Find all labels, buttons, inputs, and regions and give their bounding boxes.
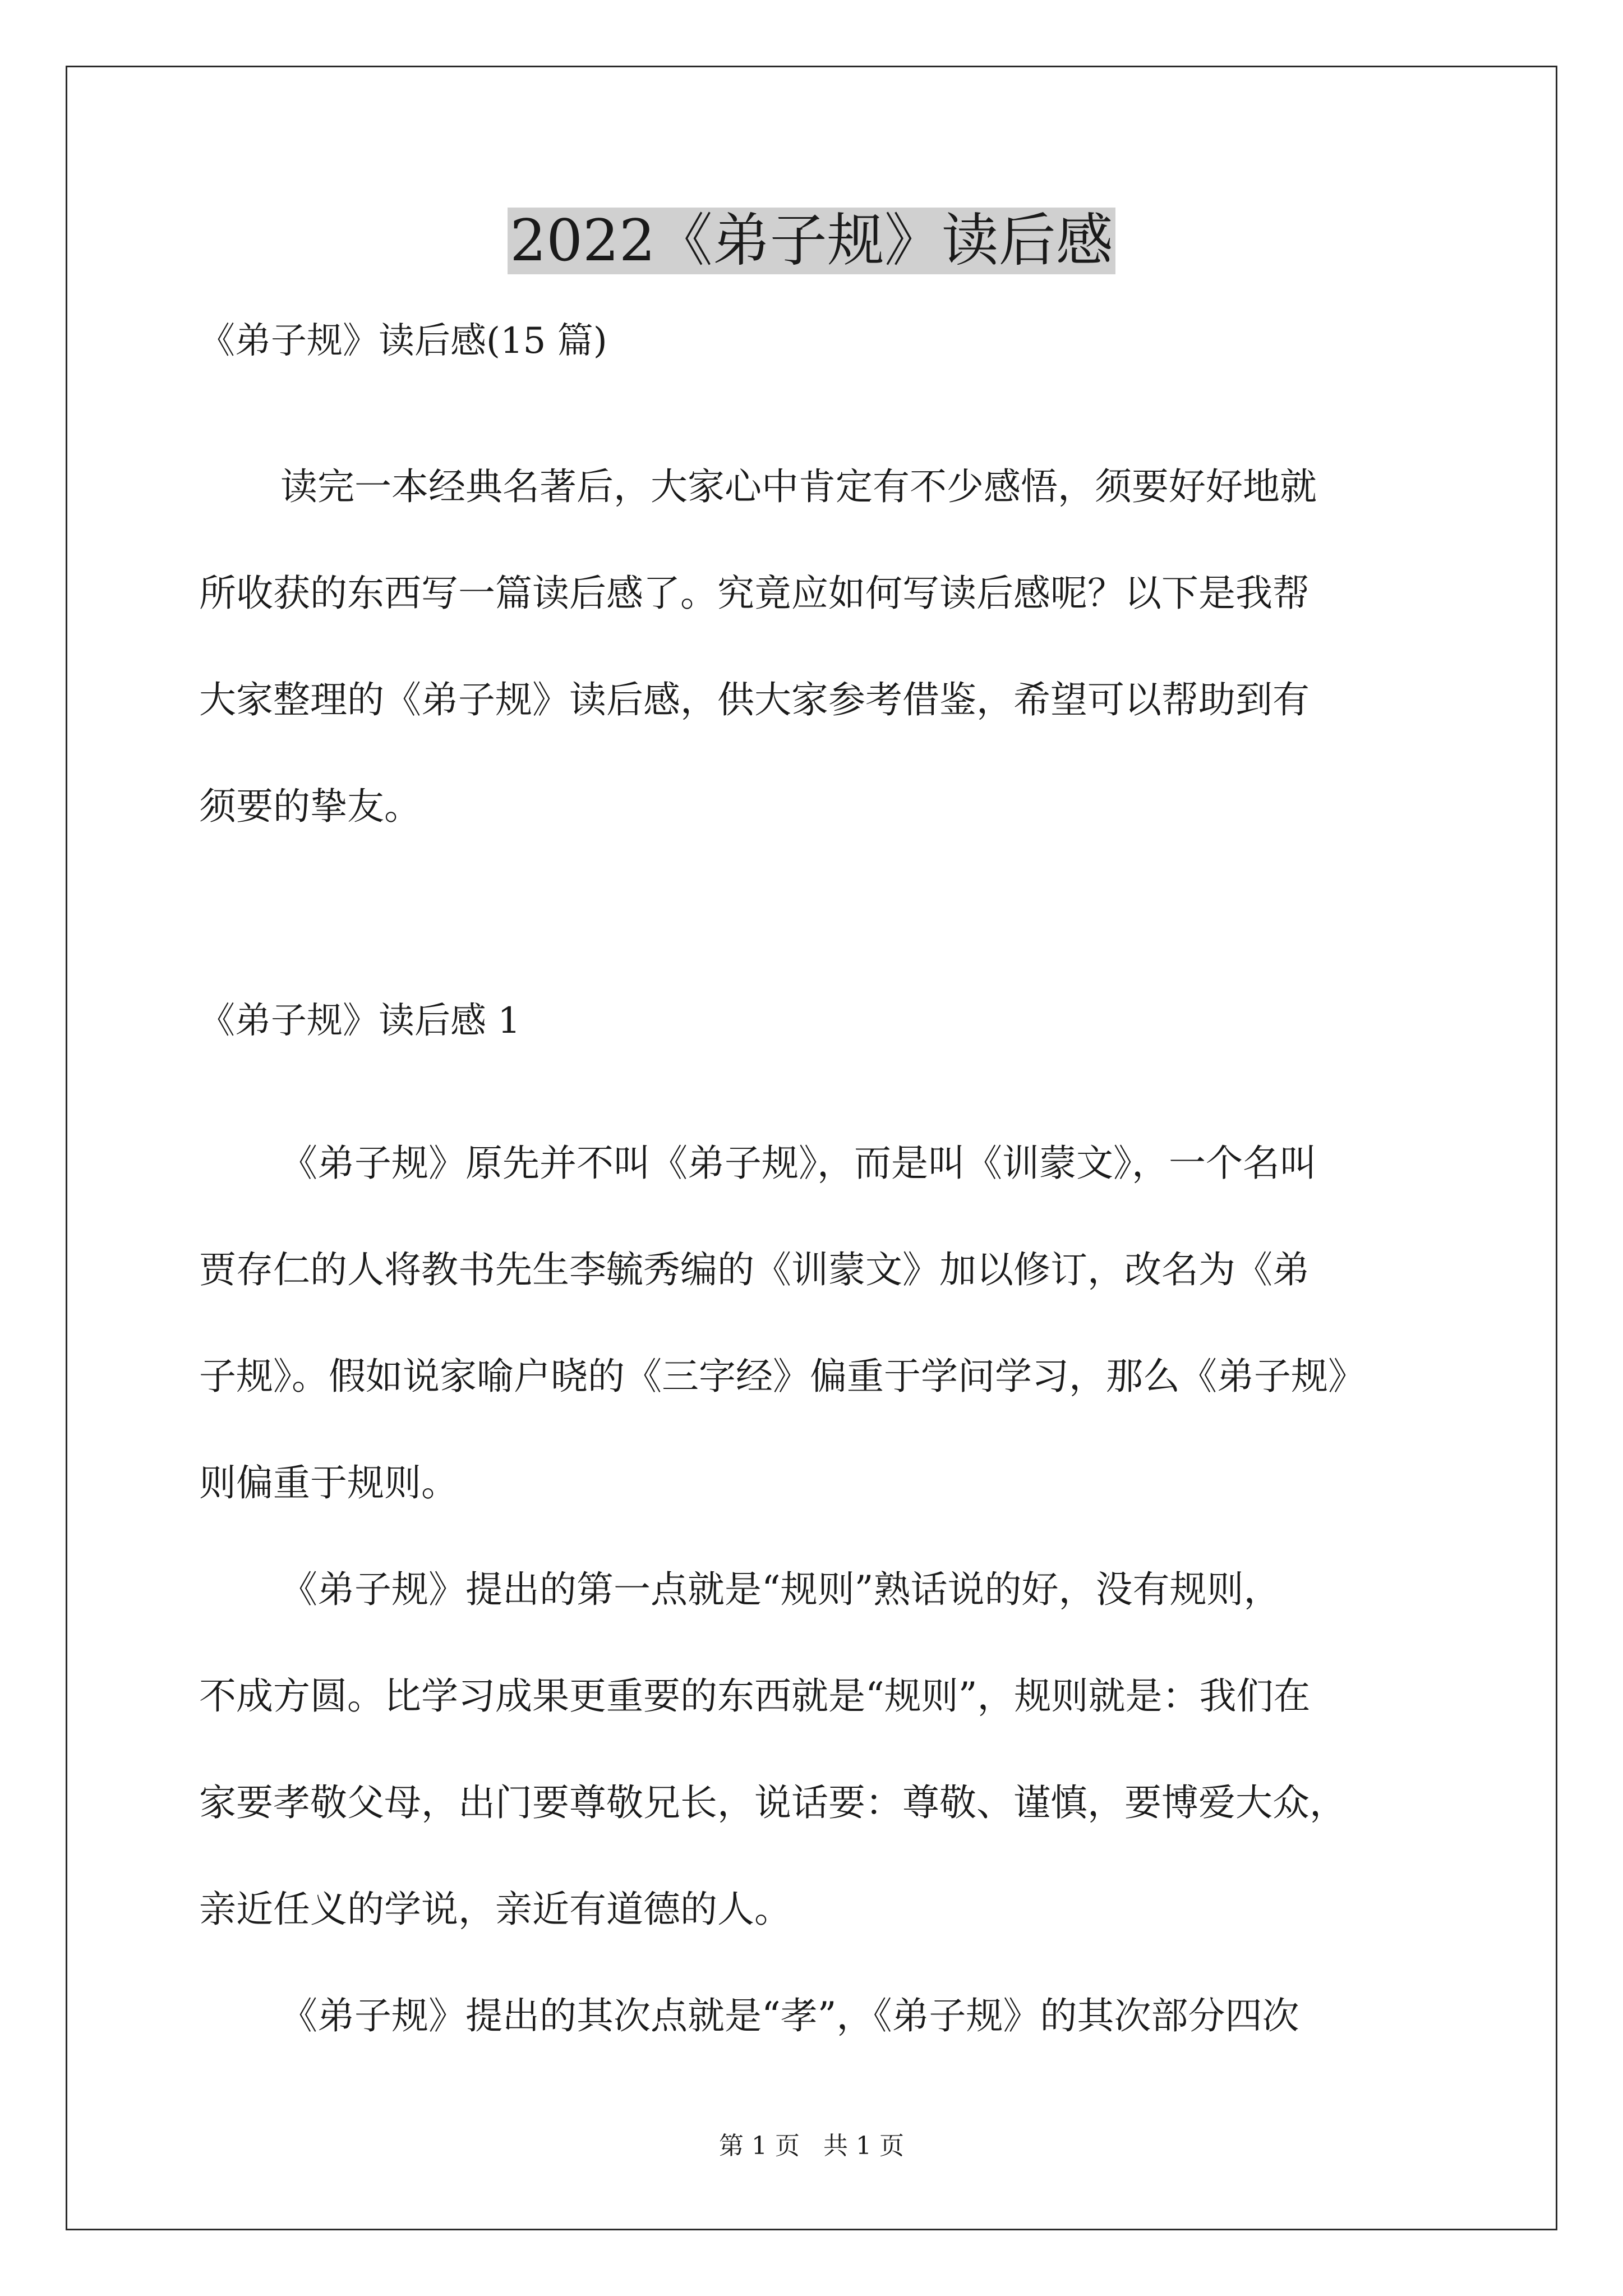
paragraph-line: 不成方圆。比学习成果更重要的东西就是“规则”，规则就是：我们在	[199, 1674, 1311, 1718]
paragraph-line: 《弟子规》提出的其次点就是“孝”，《弟子规》的其次部分四次	[280, 1994, 1299, 2037]
paragraph-line: 《弟子规》提出的第一点就是“规则”熟话说的好，没有规则，	[280, 1568, 1281, 1611]
intro-line: 大家整理的《弟子规》读后感，供大家参考借鉴，希望可以帮助到有	[199, 678, 1310, 721]
intro-line: 读完一本经典名著后，大家心中肯定有不少感悟，须要好好地就	[280, 465, 1317, 508]
document-title-text: 2022《弟子规》读后感	[508, 208, 1115, 274]
paragraph-line: 家要孝敬父母，出门要尊敬兄长，说话要：尊敬、谨慎，要博爱大众，	[199, 1781, 1347, 1824]
paragraph-line: 亲近任义的学说，亲近有道德的人。	[199, 1888, 791, 1931]
intro-line: 所收获的东西写一篇读后感了。究竟应如何写读后感呢？以下是我帮	[199, 572, 1310, 615]
paragraph-line: 子规》。假如说家喻户晓的《三字经》偏重于学问学习，那么《弟子规》	[199, 1355, 1365, 1398]
intro-line: 须要的挚友。	[199, 785, 421, 828]
document-title	[0, 205, 1623, 278]
document-subtitle: 《弟子规》读后感(15 篇)	[199, 320, 607, 362]
page-footer: 第 1 页 共 1 页	[719, 2132, 904, 2160]
paragraph-line: 贾存仁的人将教书先生李毓秀编的《训蒙文》加以修订，改名为《弟	[199, 1248, 1310, 1291]
paragraph-line: 则偏重于规则。	[199, 1461, 458, 1504]
paragraph-line: 《弟子规》原先并不叫《弟子规》，而是叫《训蒙文》，一个名叫	[280, 1142, 1317, 1185]
section-heading: 《弟子规》读后感 1	[199, 1000, 521, 1042]
